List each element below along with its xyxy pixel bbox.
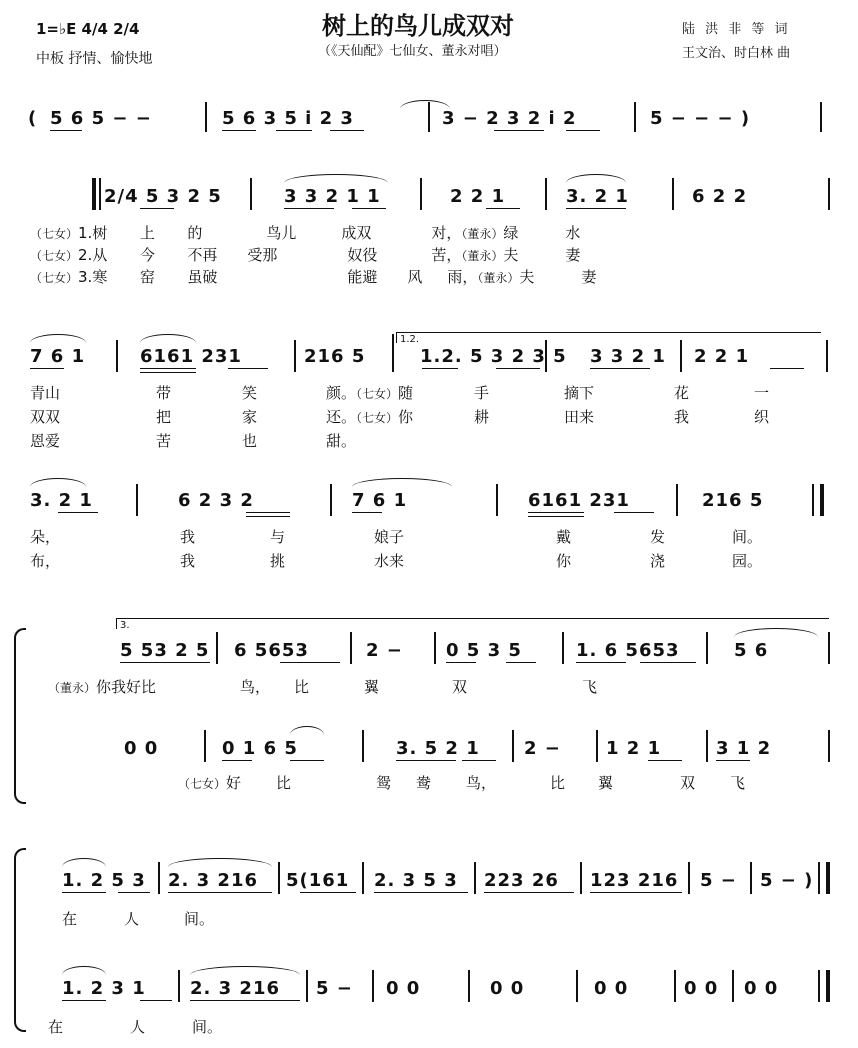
note-group: 3. 2 1 — [566, 186, 629, 207]
note-group: 5 53 2 5 — [120, 640, 210, 661]
barline — [750, 862, 752, 894]
lyric-line-1: 朵， 我 与 娘子 戴 发 间。 — [30, 528, 763, 546]
barline — [706, 632, 708, 664]
note-group: 6 2 3 2 — [178, 490, 254, 511]
slur — [352, 478, 452, 487]
slur — [168, 858, 272, 867]
barline — [812, 484, 814, 516]
barline — [362, 862, 364, 894]
note-group: 0 0 — [124, 738, 159, 759]
note-group: 3. 2 1 — [30, 490, 93, 511]
barline — [706, 730, 708, 762]
note-group: 5(161 — [286, 870, 350, 891]
beam — [352, 512, 382, 513]
repeat-start-barline — [92, 178, 96, 210]
beam — [168, 892, 272, 893]
beam — [140, 1000, 172, 1001]
note-group: 7 6 1 — [352, 490, 408, 511]
note-group: 1. 6 5653 — [576, 640, 680, 661]
note-group: 6161 231 — [140, 346, 242, 367]
note-group: 3 1 2 — [716, 738, 772, 759]
note-group: 2 2 1 — [450, 186, 506, 207]
beam — [30, 368, 64, 369]
beam — [614, 512, 654, 513]
barline — [818, 970, 820, 1002]
beam — [246, 516, 290, 517]
slur — [284, 174, 388, 183]
note-group: 0 1 6 5 — [222, 738, 298, 759]
beam — [486, 208, 520, 209]
note-group: 0 0 — [594, 978, 629, 999]
note-group: 6 2 2 — [692, 186, 748, 207]
barline — [545, 340, 547, 372]
beam — [528, 512, 584, 513]
lyric-line: 在 人 间。 — [62, 910, 215, 928]
lyric-line-1: （七女）1.树 上 的 鸟儿 成双 对，（董永）绿 水 — [30, 224, 581, 242]
beam — [140, 208, 174, 209]
slur — [62, 858, 106, 867]
beam — [284, 208, 334, 209]
barline — [294, 340, 296, 372]
note-group: 2 − — [524, 738, 561, 759]
beam — [590, 892, 682, 893]
volta-label: 3. — [120, 620, 130, 631]
barline — [158, 862, 160, 894]
barline — [828, 730, 830, 762]
beam — [590, 368, 650, 369]
beam — [528, 516, 584, 517]
system-brace — [14, 848, 26, 1032]
beam — [352, 208, 386, 209]
lyric-line-3: 恩爱 苦 也 甜。 — [30, 432, 357, 450]
barline — [826, 340, 828, 372]
barline — [216, 632, 218, 664]
lyric-line-2: （七女）2.从 今 不再 受那 奴役 苦，（董永）夫 妻 — [30, 246, 581, 264]
barline — [680, 340, 682, 372]
note-group: 223 26 — [484, 870, 559, 891]
note-group: 2. 3 216 — [190, 978, 280, 999]
slur — [400, 100, 450, 109]
note-group: 1.2. 5 3 2 3 5 — [420, 346, 567, 367]
beam — [374, 892, 468, 893]
lyric-line-2: 双双 把 家 还。（七女）你 耕 田来 我 织 — [30, 408, 770, 426]
slur — [140, 334, 196, 343]
lyricist-credit: 陆 洪 非 等 词 — [682, 22, 791, 37]
note-group: 2 2 1 — [694, 346, 750, 367]
composer-credit: 王文治、时白林 曲 — [682, 46, 791, 61]
system-brace — [14, 628, 26, 804]
barline — [468, 970, 470, 1002]
repeat-end-barline — [820, 484, 824, 516]
note-group: 7 6 1 — [30, 346, 86, 367]
lyric-line: 在 人 间。 — [48, 1018, 223, 1036]
tempo-marking: 中板 抒情、愉快地 — [36, 51, 153, 67]
barline — [474, 862, 476, 894]
barline — [434, 632, 436, 664]
note-group: 3 − 2 3 2 i 2 — [442, 108, 577, 129]
beam — [62, 892, 106, 893]
note-group: 5 6 — [734, 640, 769, 661]
barline — [392, 334, 394, 372]
beam — [496, 368, 540, 369]
volta-3 — [116, 618, 829, 629]
note-group: 123 216 — [590, 870, 679, 891]
final-barline — [826, 970, 830, 1002]
beam — [648, 760, 682, 761]
note-group: 3. 5 2 1 — [396, 738, 480, 759]
barline — [828, 632, 830, 664]
beam — [58, 512, 98, 513]
slur — [190, 966, 300, 975]
beam — [228, 368, 268, 369]
barline — [732, 970, 734, 1002]
beam — [276, 130, 312, 131]
beam — [576, 662, 626, 663]
barline — [116, 340, 118, 372]
beam — [566, 208, 626, 209]
note-group: 1. 2 5 3 — [62, 870, 146, 891]
note-group: 2. 3 216 — [168, 870, 258, 891]
note-group: 2 − — [366, 640, 403, 661]
beam — [770, 368, 804, 369]
note-group: 5 − ) — [760, 870, 814, 891]
beam — [506, 662, 536, 663]
beam — [222, 760, 252, 761]
note-group: 2. 3 5 3 — [374, 870, 458, 891]
barline — [562, 632, 564, 664]
barline — [372, 970, 374, 1002]
note-group: 0 0 — [490, 978, 525, 999]
beam — [290, 760, 324, 761]
note-group: 1 2 1 — [606, 738, 662, 759]
song-title: 树上的鸟儿成双对 — [322, 11, 514, 40]
lyric-line: （七女）好 比 鸳 鸯 鸟， 比 翼 双 飞 — [178, 774, 746, 792]
beam — [190, 1000, 300, 1001]
note-group: 0 0 — [684, 978, 719, 999]
lyric-line: （董永）你我好比 鸟， 比 翼 双 飞 — [48, 678, 598, 696]
note-group: 5 6 5 − − — [50, 108, 152, 129]
volta-1-2 — [396, 332, 821, 343]
barline — [205, 102, 207, 132]
slur — [62, 966, 106, 975]
barline — [178, 970, 180, 1002]
note-group: 2/4 5 3 2 5 — [104, 186, 222, 207]
barline — [674, 970, 676, 1002]
beam — [422, 368, 458, 369]
note-group: 1. 2 3 1 — [62, 978, 146, 999]
barline — [545, 178, 547, 210]
beam — [716, 760, 750, 761]
beam — [62, 1000, 106, 1001]
barline — [688, 862, 690, 894]
note-group: 5 − — [700, 870, 737, 891]
note-group: 5 − − − ) — [650, 108, 751, 129]
barline — [99, 178, 101, 210]
note-group: 6161 231 — [528, 490, 630, 511]
slur — [30, 334, 86, 343]
beam — [300, 892, 356, 893]
slur — [30, 478, 86, 487]
note-group: 6 5653 — [234, 640, 309, 661]
barline — [818, 862, 820, 894]
slur — [290, 726, 324, 735]
barline — [306, 970, 308, 1002]
lyric-line-2: 布， 我 挑 水来 你 浇 园。 — [30, 552, 763, 570]
beam — [222, 130, 256, 131]
note-group: 216 5 — [304, 346, 366, 367]
lyric-line-1: 青山 带 笑 颜。（七女）随 手 摘下 花 一 — [30, 384, 770, 402]
beam — [118, 892, 150, 893]
note-group: ( — [28, 108, 38, 129]
final-barline — [826, 862, 830, 894]
beam — [462, 760, 496, 761]
beam — [50, 130, 82, 131]
beam — [494, 130, 544, 131]
barline — [828, 178, 830, 210]
beam — [120, 662, 210, 663]
beam — [446, 662, 476, 663]
barline — [136, 484, 138, 516]
barline — [672, 178, 674, 210]
barline — [330, 484, 332, 516]
barline — [576, 970, 578, 1002]
slur — [734, 628, 818, 637]
barline — [350, 632, 352, 664]
barline — [204, 730, 206, 762]
barline — [420, 178, 422, 210]
note-group: 0 5 3 5 — [446, 640, 522, 661]
volta-label: 1.2. — [400, 334, 420, 345]
beam — [140, 368, 196, 369]
note-group: 3 3 2 1 1 — [284, 186, 381, 207]
beam — [330, 130, 364, 131]
beam — [246, 512, 290, 513]
beam — [280, 662, 340, 663]
beam — [396, 760, 456, 761]
barline — [496, 484, 498, 516]
note-group: 0 0 — [386, 978, 421, 999]
slur — [566, 174, 626, 183]
note-group: 5 − — [316, 978, 353, 999]
beam — [640, 662, 696, 663]
note-group: 0 0 — [744, 978, 779, 999]
barline — [512, 730, 514, 762]
beam — [484, 892, 574, 893]
beam — [566, 130, 600, 131]
barline — [676, 484, 678, 516]
beam — [140, 372, 196, 373]
barline — [362, 730, 364, 762]
note-group: 3 3 2 1 — [590, 346, 666, 367]
barline — [250, 178, 252, 210]
barline — [596, 730, 598, 762]
key-signature: 1=♭E 4/4 2/4 — [36, 20, 140, 38]
note-group: 5 6 3 5 i 2 3 — [222, 108, 354, 129]
barline — [820, 102, 822, 132]
barline — [278, 862, 280, 894]
song-subtitle: （《天仙配》七仙女、董永对唱） — [318, 44, 507, 59]
note-group: 216 5 — [702, 490, 764, 511]
lyric-line-3: （七女）3.寒 窑 虽破 能避 风 雨，（董永）夫 妻 — [30, 268, 597, 286]
barline — [580, 862, 582, 894]
barline — [634, 102, 636, 132]
